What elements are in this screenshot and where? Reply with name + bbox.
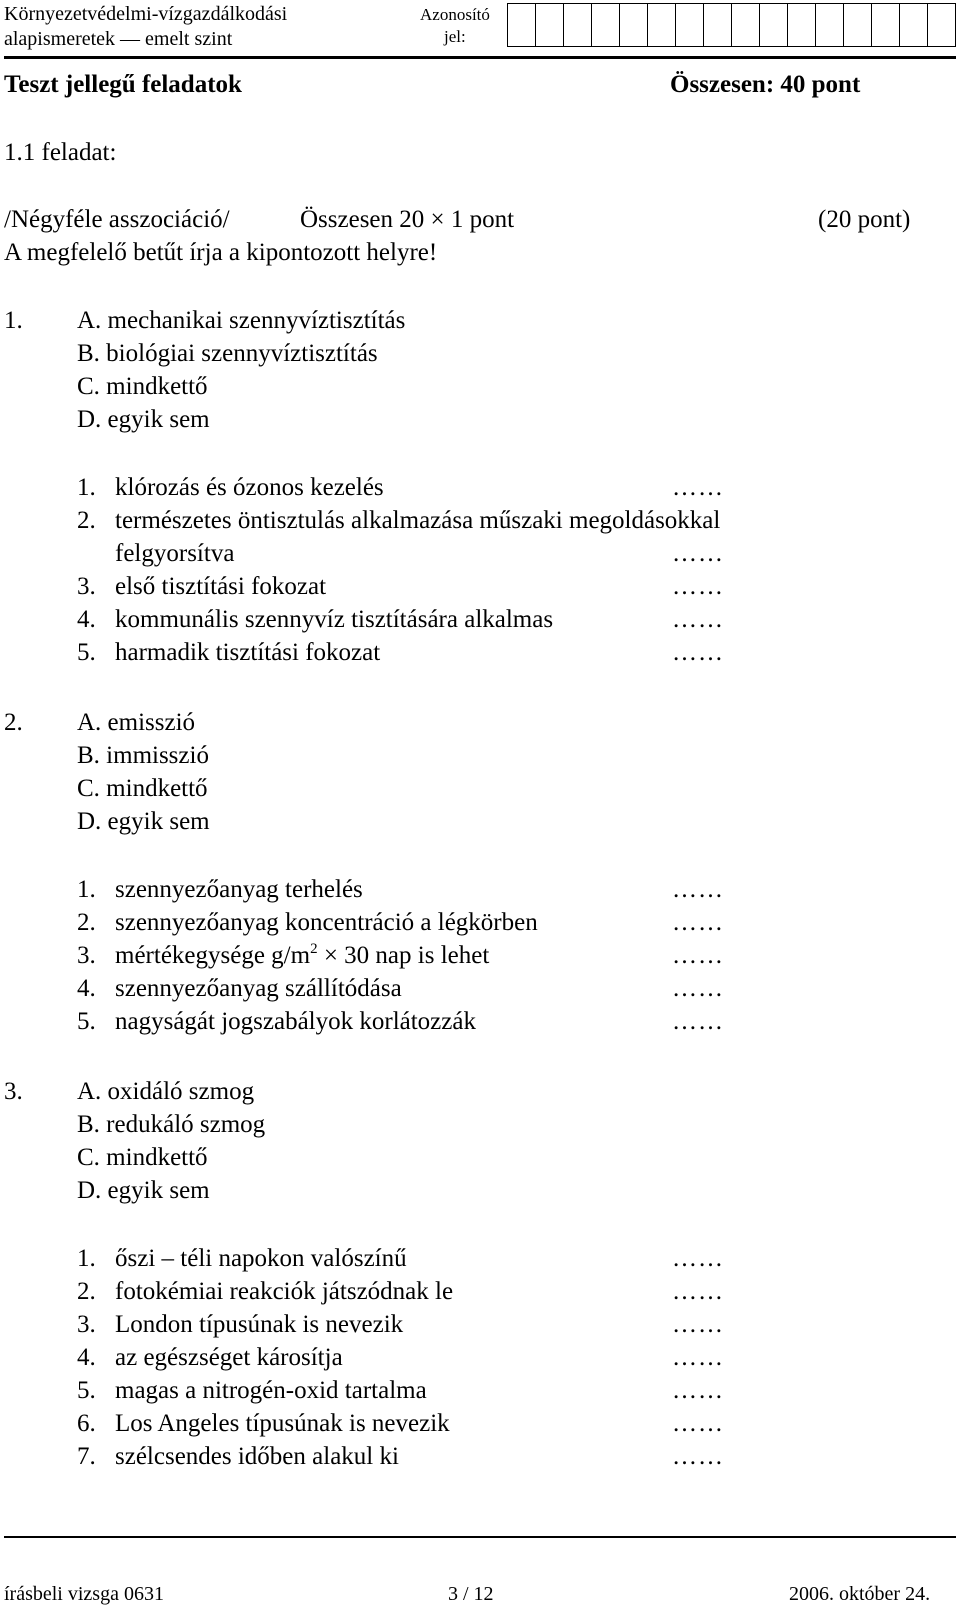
id-label: Azonosító bbox=[420, 5, 490, 24]
item-number: 3. bbox=[77, 573, 96, 600]
item-text: fotokémiai reakciók játszódnak le bbox=[115, 1278, 454, 1305]
answer-blank[interactable]: …… bbox=[672, 1410, 724, 1437]
option-b: B. redukáló szmog bbox=[77, 1111, 266, 1138]
footer-exam-code: írásbeli vizsga 0631 bbox=[4, 1583, 164, 1605]
id-box[interactable] bbox=[899, 3, 928, 47]
id-box[interactable] bbox=[647, 3, 676, 47]
item-text: klórozás és ózonos kezelés bbox=[115, 474, 384, 501]
section-total: Összesen: 40 pont bbox=[670, 71, 861, 98]
item-text: őszi – téli napokon valószínű bbox=[115, 1245, 407, 1272]
option-d: D. egyik sem bbox=[77, 1177, 210, 1204]
item-number: 1. bbox=[77, 1245, 96, 1272]
id-box[interactable] bbox=[619, 3, 648, 47]
task-points: (20 pont) bbox=[818, 206, 911, 233]
subject-title: Környezetvédelmi-vízgazdálkodási bbox=[4, 3, 288, 25]
answer-blank[interactable]: …… bbox=[672, 1344, 724, 1371]
option-b: B. biológiai szennyvíztisztítás bbox=[77, 340, 378, 367]
item-number: 4. bbox=[77, 975, 96, 1002]
answer-blank[interactable]: …… bbox=[672, 1443, 724, 1470]
item-number: 1. bbox=[77, 474, 96, 501]
id-box-row bbox=[508, 3, 956, 47]
superscript: 2 bbox=[310, 941, 318, 957]
item-text: kommunális szennyvíz tisztítására alkalmas bbox=[115, 606, 554, 633]
answer-blank[interactable]: …… bbox=[672, 876, 724, 903]
option-a: A. emisszió bbox=[77, 709, 196, 736]
item-number: 3. bbox=[77, 1311, 96, 1338]
header-rule bbox=[4, 56, 956, 59]
section-title: Teszt jellegű feladatok bbox=[4, 71, 242, 98]
item-text bbox=[115, 941, 489, 971]
task-instruction: A megfelelő betűt írja a kipontozott helyre! bbox=[4, 239, 438, 266]
answer-blank[interactable]: …… bbox=[672, 1311, 724, 1338]
item-number: 5. bbox=[77, 1008, 96, 1035]
question-number: 1. bbox=[4, 307, 23, 334]
id-box[interactable] bbox=[815, 3, 844, 47]
id-box[interactable] bbox=[591, 3, 620, 47]
id-box[interactable] bbox=[871, 3, 900, 47]
id-box[interactable] bbox=[787, 3, 816, 47]
item-text: London típusúnak is nevezik bbox=[115, 1311, 404, 1338]
answer-blank[interactable]: …… bbox=[672, 540, 724, 567]
item-number: 2. bbox=[77, 507, 96, 534]
answer-blank[interactable]: …… bbox=[672, 474, 724, 501]
answer-blank[interactable]: …… bbox=[672, 909, 724, 936]
item-text: szennyezőanyag terhelés bbox=[115, 876, 363, 903]
option-c: C. mindkettő bbox=[77, 1144, 208, 1171]
item-number: 2. bbox=[77, 909, 96, 936]
item-number: 4. bbox=[77, 606, 96, 633]
item-number: 6. bbox=[77, 1410, 96, 1437]
id-box[interactable] bbox=[927, 3, 956, 47]
answer-blank[interactable]: …… bbox=[672, 639, 724, 666]
item-text: szennyezőanyag szállítódása bbox=[115, 975, 402, 1002]
answer-blank[interactable]: …… bbox=[672, 1245, 724, 1272]
id-box[interactable] bbox=[843, 3, 872, 47]
footer-rule bbox=[4, 1536, 956, 1538]
item-text: szennyezőanyag koncentráció a légkörben bbox=[115, 909, 538, 936]
answer-blank[interactable]: …… bbox=[672, 573, 724, 600]
item-text: szélcsendes időben alakul ki bbox=[115, 1443, 399, 1470]
item-number: 3. bbox=[77, 942, 96, 969]
item-text-main: mértékegysége g/m bbox=[115, 942, 311, 969]
task-title: 1.1 feladat: bbox=[4, 139, 117, 166]
option-b: B. immisszió bbox=[77, 742, 209, 769]
option-a: A. mechanikai szennyvíztisztítás bbox=[77, 307, 406, 334]
item-text-continued: felgyorsítva bbox=[115, 540, 235, 567]
page-number: 3 / 12 bbox=[448, 1583, 494, 1605]
subject-level: alapismeretek — emelt szint bbox=[4, 28, 233, 50]
answer-blank[interactable]: …… bbox=[672, 1278, 724, 1305]
id-box[interactable] bbox=[507, 3, 536, 47]
question-number: 2. bbox=[4, 709, 23, 736]
answer-blank[interactable]: …… bbox=[672, 942, 724, 969]
id-box[interactable] bbox=[731, 3, 760, 47]
option-d: D. egyik sem bbox=[77, 406, 210, 433]
id-box[interactable] bbox=[703, 3, 732, 47]
item-number: 7. bbox=[77, 1443, 96, 1470]
answer-blank[interactable]: …… bbox=[672, 606, 724, 633]
id-box[interactable] bbox=[675, 3, 704, 47]
option-c: C. mindkettő bbox=[77, 373, 208, 400]
answer-blank[interactable]: …… bbox=[672, 1377, 724, 1404]
option-a: A. oxidáló szmog bbox=[77, 1078, 255, 1105]
question-number: 3. bbox=[4, 1078, 23, 1105]
option-c: C. mindkettő bbox=[77, 775, 208, 802]
task-scoring: Összesen 20 × 1 pont bbox=[300, 206, 515, 233]
item-text: első tisztítási fokozat bbox=[115, 573, 327, 600]
item-text-rest: × 30 nap is lehet bbox=[317, 942, 490, 969]
id-label-suffix: jel: bbox=[444, 27, 466, 46]
item-number: 5. bbox=[77, 639, 96, 666]
option-d: D. egyik sem bbox=[77, 808, 210, 835]
id-box[interactable] bbox=[535, 3, 564, 47]
item-text: az egészséget károsítja bbox=[115, 1344, 343, 1371]
item-text: magas a nitrogén-oxid tartalma bbox=[115, 1377, 427, 1404]
item-text: Los Angeles típusúnak is nevezik bbox=[115, 1410, 450, 1437]
item-number: 4. bbox=[77, 1344, 96, 1371]
answer-blank[interactable]: …… bbox=[672, 1008, 724, 1035]
item-number: 1. bbox=[77, 876, 96, 903]
item-text: harmadik tisztítási fokozat bbox=[115, 639, 381, 666]
item-text: nagyságát jogszabályok korlátozzák bbox=[115, 1008, 476, 1035]
item-number: 2. bbox=[77, 1278, 96, 1305]
id-box[interactable] bbox=[563, 3, 592, 47]
answer-blank[interactable]: …… bbox=[672, 975, 724, 1002]
exam-date: 2006. október 24. bbox=[789, 1583, 931, 1605]
item-number: 5. bbox=[77, 1377, 96, 1404]
item-text: természetes öntisztulás alkalmazása műszaki megoldásokkal bbox=[115, 507, 721, 534]
id-box[interactable] bbox=[759, 3, 788, 47]
task-type: /Négyféle asszociáció/ bbox=[4, 206, 230, 233]
